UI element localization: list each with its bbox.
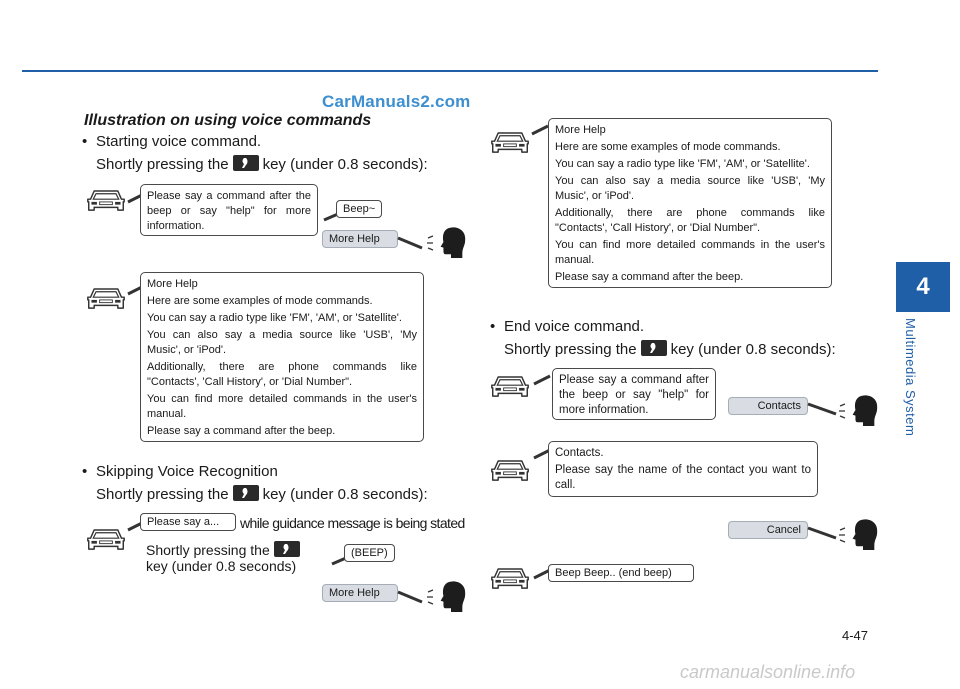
page-number: 4-47 [842,628,869,643]
end-beep-bubble: Beep Beep.. (end beep) [548,564,694,582]
car-icon [86,188,126,214]
beep-bubble: Beep~ [336,200,382,218]
help-line: You can say a radio type like 'FM', 'AM', or 'Satellite'. [147,312,402,324]
more-help-bubble: More Help [322,230,398,248]
voice-key-icon [274,541,300,557]
help-line: More Help [147,278,198,290]
skip-instruction-post: key (under 0.8 seconds): [262,486,428,503]
chapter-label: Multimedia System [903,318,918,437]
voice-key-icon [641,340,667,356]
watermark-top: CarManuals2.com [322,92,471,111]
bubble-tail [530,124,550,138]
contacts-reply-title: Contacts. [555,447,604,459]
skip-instruction [96,485,428,503]
voice-key-icon [233,155,259,171]
shortly-line-2: key (under 0.8 seconds) [146,558,297,574]
contacts-bubble: Contacts [728,397,808,415]
speech-tail [396,236,426,250]
end-instruction-pre: Shortly pressing the [504,341,637,358]
bubble-tail [532,374,552,388]
car-icon [490,374,530,400]
help-line: You can also say a media source like 'USB', 'My Music', or 'iPod'. [555,175,825,202]
help-line: Here are some examples of mode commands. [555,141,781,153]
help-line: Additionally, there are phone commands like "Contacts', 'Call History', or 'Dial Number". [555,207,825,234]
beep-paren-bubble: (BEEP) [344,544,395,562]
chapter-tab: 4 [896,262,950,312]
speaking-head-icon [838,392,880,430]
while-guidance-text: while guidance message is being stated [240,515,465,531]
car-icon [490,458,530,484]
help-line: You can say a radio type like 'FM', 'AM', or 'Satellite'. [555,158,810,170]
car-icon [86,286,126,312]
please-say-bubble: Please say a... [140,513,236,531]
voice-key-icon [233,485,259,501]
start-instruction-post: key (under 0.8 seconds): [262,156,428,173]
help-line: More Help [555,124,606,136]
start-instruction-pre: Shortly pressing the [96,156,229,173]
speech-tail [396,590,426,604]
shortly-pressing-label [146,541,304,558]
bullet-end: • End voice command. [490,318,645,335]
help-line: Additionally, there are phone commands like "Contacts', 'Call History', or 'Dial Number". [147,361,417,388]
help-line: Here are some examples of mode commands. [147,295,373,307]
contacts-reply-body: Please say the name of the contact you want to call. [555,464,811,491]
end-instruction [504,340,836,358]
help-line: Please say a command after the beep. [147,425,336,437]
top-divider [22,70,878,72]
bullet-start: • Starting voice command. [82,133,262,150]
start-instruction [96,155,428,173]
help-line: You can find more detailed commands in the user's manual. [147,393,417,420]
end-instruction-post: key (under 0.8 seconds): [670,341,836,358]
more-help-bubble: More Help [322,584,398,602]
page-heading: Illustration on using voice commands [84,112,372,129]
car-icon [490,130,530,156]
speech-tail [806,526,840,540]
shortly-line-1: Shortly pressing the [146,542,270,558]
bullet-start-text: Starting voice command. [96,133,262,150]
help-line: You can also say a media source like 'USB', 'My Music', or 'iPod'. [147,329,417,356]
bullet-skip: • Skipping Voice Recognition [82,463,278,480]
cancel-bubble: Cancel [728,521,808,539]
help-line: You can find more detailed commands in the user's manual. [555,239,825,266]
help-text-bubble [140,272,424,442]
contacts-reply-bubble [548,441,818,497]
bullet-skip-text: Skipping Voice Recognition [96,463,278,480]
speech-tail [806,402,840,416]
bullet-end-text: End voice command. [504,318,645,335]
help-line: Please say a command after the beep. [555,271,744,283]
car-icon [490,566,530,592]
watermark-bottom: carmanualsonline.info [680,662,856,682]
car-icon [86,527,126,553]
skip-instruction-pre: Shortly pressing the [96,486,229,503]
help-text-bubble [548,118,832,288]
end-prompt-bubble: Please say a command after the beep or say "help" for more information. [552,368,716,420]
speaking-head-icon [426,578,468,616]
start-prompt-bubble: Please say a command after the beep or say "help" for more information. [140,184,318,236]
speaking-head-icon [426,224,468,262]
speaking-head-icon [838,516,880,554]
